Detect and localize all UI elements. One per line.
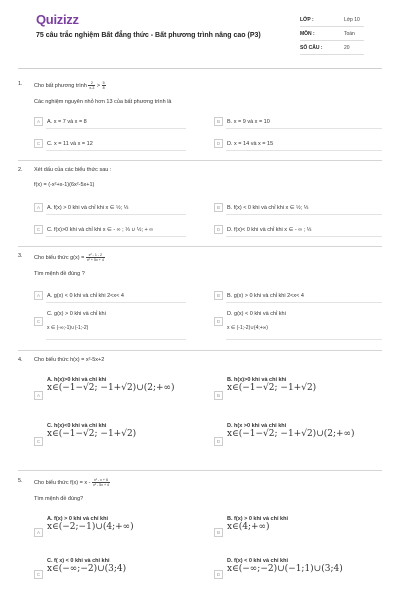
option-box: B xyxy=(214,117,223,126)
option-label: C. g(x) > 0 khi và chỉ khi xyxy=(47,311,106,317)
stem-text: Cho biểu thức xyxy=(34,254,69,261)
numerator: 5 xyxy=(102,81,105,85)
question-number: 4. xyxy=(18,357,23,363)
header xyxy=(18,0,382,64)
option-box: B xyxy=(214,391,223,400)
option-text xyxy=(47,423,136,439)
question-divider xyxy=(18,350,382,351)
question-divider xyxy=(18,160,382,161)
option-c[interactable] xyxy=(34,311,106,331)
option-box: C xyxy=(34,139,43,148)
meta-row-count xyxy=(300,41,364,55)
option-box: D xyxy=(214,317,223,326)
option-label: B. h(x)>0 khi và chỉ khi xyxy=(227,377,287,383)
option-label: C. f( x) < 0 khi và chỉ khi xyxy=(47,558,110,564)
fraction xyxy=(92,478,110,487)
question-4 xyxy=(18,357,382,469)
question-2 xyxy=(18,167,382,247)
divider xyxy=(226,214,382,215)
divider xyxy=(46,339,186,340)
question-sub: f(x) = (-x²+x-1)(6x²-5x+1) xyxy=(34,182,95,188)
option-text xyxy=(47,558,126,574)
option-a[interactable] xyxy=(34,117,87,126)
option-box: C xyxy=(34,317,43,326)
question-number: 1. xyxy=(18,81,23,87)
stem-text: Cho bất phương trình xyxy=(34,82,87,89)
option-math: x∈(−∞;−2)∪(−1;1)∪(3;4) xyxy=(227,564,343,574)
divider xyxy=(226,150,382,151)
option-b[interactable] xyxy=(214,377,316,400)
option-box: B xyxy=(214,291,223,300)
option-d[interactable] xyxy=(214,139,273,148)
divider xyxy=(226,236,382,237)
option-text: D. f(x)< 0 khi và chỉ khi x ∈ - ∞ ; ⅓ xyxy=(227,226,312,233)
option-box: A xyxy=(34,203,43,212)
option-b[interactable] xyxy=(214,203,308,212)
option-text: C. f(x)>0 khi và chỉ khi x ∈ - ∞ ; ⅓ ∪ ½; + ∞ xyxy=(47,226,154,233)
option-text: A. g(x) < 0 khi và chỉ khi 2<x< 4 xyxy=(47,292,124,299)
option-label: C. h(x)<0 khi và chỉ khi xyxy=(47,423,107,429)
question-number: 5. xyxy=(18,478,23,484)
option-a[interactable] xyxy=(34,516,134,537)
meta-row-class xyxy=(300,13,364,27)
divider xyxy=(46,236,186,237)
option-label: D. g(x) < 0 khi và chỉ khi xyxy=(227,311,286,317)
option-text: B. f(x) < 0 khi và chỉ khi x ∈ ½; ⅓ xyxy=(227,204,309,211)
option-b[interactable] xyxy=(214,291,304,300)
fraction xyxy=(88,81,95,90)
option-b[interactable] xyxy=(214,516,288,537)
numerator: x² - x + 6 xyxy=(93,478,109,482)
option-text xyxy=(47,377,175,393)
option-d[interactable] xyxy=(214,225,311,234)
denominator: x² + 5x + 4 xyxy=(86,258,104,262)
meta-value: 20 xyxy=(344,45,350,51)
meta-value: Lớp 10 xyxy=(344,17,360,23)
option-text: D. x = 14 và x = 15 xyxy=(227,140,274,147)
divider xyxy=(46,128,186,129)
question-5 xyxy=(18,478,382,596)
option-math: x ∈ (-∞;-1)∪(-1;-2) xyxy=(47,325,89,331)
question-sub: Các nghiệm nguyên nhỏ hơn 13 của bất phương trình là xyxy=(34,99,172,105)
quizizz-logo: Quizizz xyxy=(36,12,79,27)
option-box: B xyxy=(214,203,223,212)
numerator: x² - 1 - 2 xyxy=(86,253,105,258)
option-text: C. x = 11 và x = 12 xyxy=(47,140,93,147)
option-math: x∈(4;+∞) xyxy=(227,522,270,532)
option-label: A. h(x)>0 khi và chỉ khi xyxy=(47,377,107,383)
option-d[interactable] xyxy=(214,423,355,446)
option-box: B xyxy=(214,528,223,537)
question-stem xyxy=(34,253,382,277)
fraction xyxy=(102,81,106,90)
option-text xyxy=(227,516,288,532)
document-title: 75 câu trắc nghiệm Bất đẳng thức - Bất phương trình nâng cao (P3) xyxy=(36,32,261,39)
option-text: A. f(x) > 0 khi và chỉ khi x ∈ ½; ⅓ xyxy=(47,204,129,211)
divider xyxy=(46,214,186,215)
option-text xyxy=(47,516,134,532)
stem-math: > xyxy=(96,82,102,89)
divider xyxy=(226,302,382,303)
option-text xyxy=(227,558,343,574)
option-math: x ∈ (-1;-2)∪(4;+∞) xyxy=(227,325,268,331)
question-divider xyxy=(18,470,382,471)
option-text: B. x = 9 và x = 10 xyxy=(227,118,270,125)
option-box: A xyxy=(34,391,43,400)
divider xyxy=(226,128,382,129)
option-math: x∈(−1−√2; −1+√2) xyxy=(47,429,137,439)
question-sub: Tìm mệnh đề đúng? xyxy=(34,496,84,502)
option-box: A xyxy=(34,291,43,300)
option-box: D xyxy=(214,225,223,234)
option-math: x∈(−1−√2; −1+√2) xyxy=(227,383,317,393)
meta-key: MÔN : xyxy=(300,31,315,37)
option-math: x∈(−∞;−2)∪(3;4) xyxy=(47,564,127,574)
option-d[interactable] xyxy=(214,311,286,331)
numerator: 2 xyxy=(88,81,95,86)
option-b[interactable] xyxy=(214,117,270,126)
meta-table xyxy=(300,13,364,55)
option-box: C xyxy=(34,437,43,446)
question-number: 3. xyxy=(18,253,23,259)
meta-key: SỐ CÂU : xyxy=(300,45,323,51)
option-text xyxy=(47,311,106,331)
option-box: A xyxy=(34,528,43,537)
denominator: 8 xyxy=(102,86,105,90)
option-math: x∈(−1−√2; −1+√2)∪(2;+∞) xyxy=(227,429,355,439)
question-divider xyxy=(18,246,382,247)
stem-fx: g(x) = xyxy=(70,254,85,261)
fraction xyxy=(86,253,105,262)
question-number: 2. xyxy=(18,167,23,173)
stem-text: Cho biểu thức f(x) xyxy=(34,479,79,486)
option-box: D xyxy=(214,437,223,446)
option-text xyxy=(227,423,355,439)
option-text xyxy=(227,311,286,331)
stem-eq: = x - xyxy=(79,479,91,486)
meta-value: Toán xyxy=(344,31,355,37)
option-a[interactable] xyxy=(34,203,128,212)
option-c[interactable] xyxy=(34,423,136,446)
divider xyxy=(46,150,186,151)
divider xyxy=(226,339,382,340)
option-c[interactable] xyxy=(34,139,93,148)
divider xyxy=(46,302,186,303)
option-box: D xyxy=(214,139,223,148)
header-divider xyxy=(18,68,382,69)
meta-key: LỚP : xyxy=(300,17,314,23)
option-math: x∈(−2;−1)∪(4;+∞) xyxy=(47,522,134,532)
stem-text: Xét dấu của các biểu thức sau : xyxy=(34,167,112,173)
option-box: C xyxy=(34,225,43,234)
option-label: B. f(x) > 0 khi và chỉ khi xyxy=(227,516,288,522)
denominator: x-3 xyxy=(89,86,95,90)
option-a[interactable] xyxy=(34,291,124,300)
option-label: D. h(x >0 khi và chỉ khi xyxy=(227,423,287,429)
option-math: x∈(−1−√2; −1+√2)∪(2;+∞) xyxy=(47,383,175,393)
question-3 xyxy=(18,253,382,351)
question-stem xyxy=(34,478,382,502)
option-box: D xyxy=(214,570,223,579)
option-label: D. f(x) < 0 khi và chỉ khi xyxy=(227,558,288,564)
option-d[interactable] xyxy=(214,558,343,579)
question-1 xyxy=(18,81,382,161)
meta-row-subject xyxy=(300,27,364,41)
option-box: C xyxy=(34,570,43,579)
option-c[interactable] xyxy=(34,558,126,579)
question-sub: Tìm mệnh đề đúng ? xyxy=(34,271,85,277)
option-text xyxy=(227,377,316,393)
denominator: x² - 5x + 4 xyxy=(92,483,110,487)
option-label: A. f(x) > 0 khi và chỉ khi xyxy=(47,516,108,522)
option-box: A xyxy=(34,117,43,126)
option-a[interactable] xyxy=(34,377,175,400)
stem-text: Cho biểu thức h(x) = x²-5x+2 xyxy=(34,357,105,363)
option-text: A. x = 7 và x = 8 xyxy=(47,118,87,125)
option-text: B. g(x) > 0 khi và chỉ khi 2<x< 4 xyxy=(227,292,304,299)
question-stem xyxy=(34,81,382,105)
question-stem xyxy=(34,167,382,188)
option-c[interactable] xyxy=(34,225,153,234)
question-stem xyxy=(34,357,382,363)
